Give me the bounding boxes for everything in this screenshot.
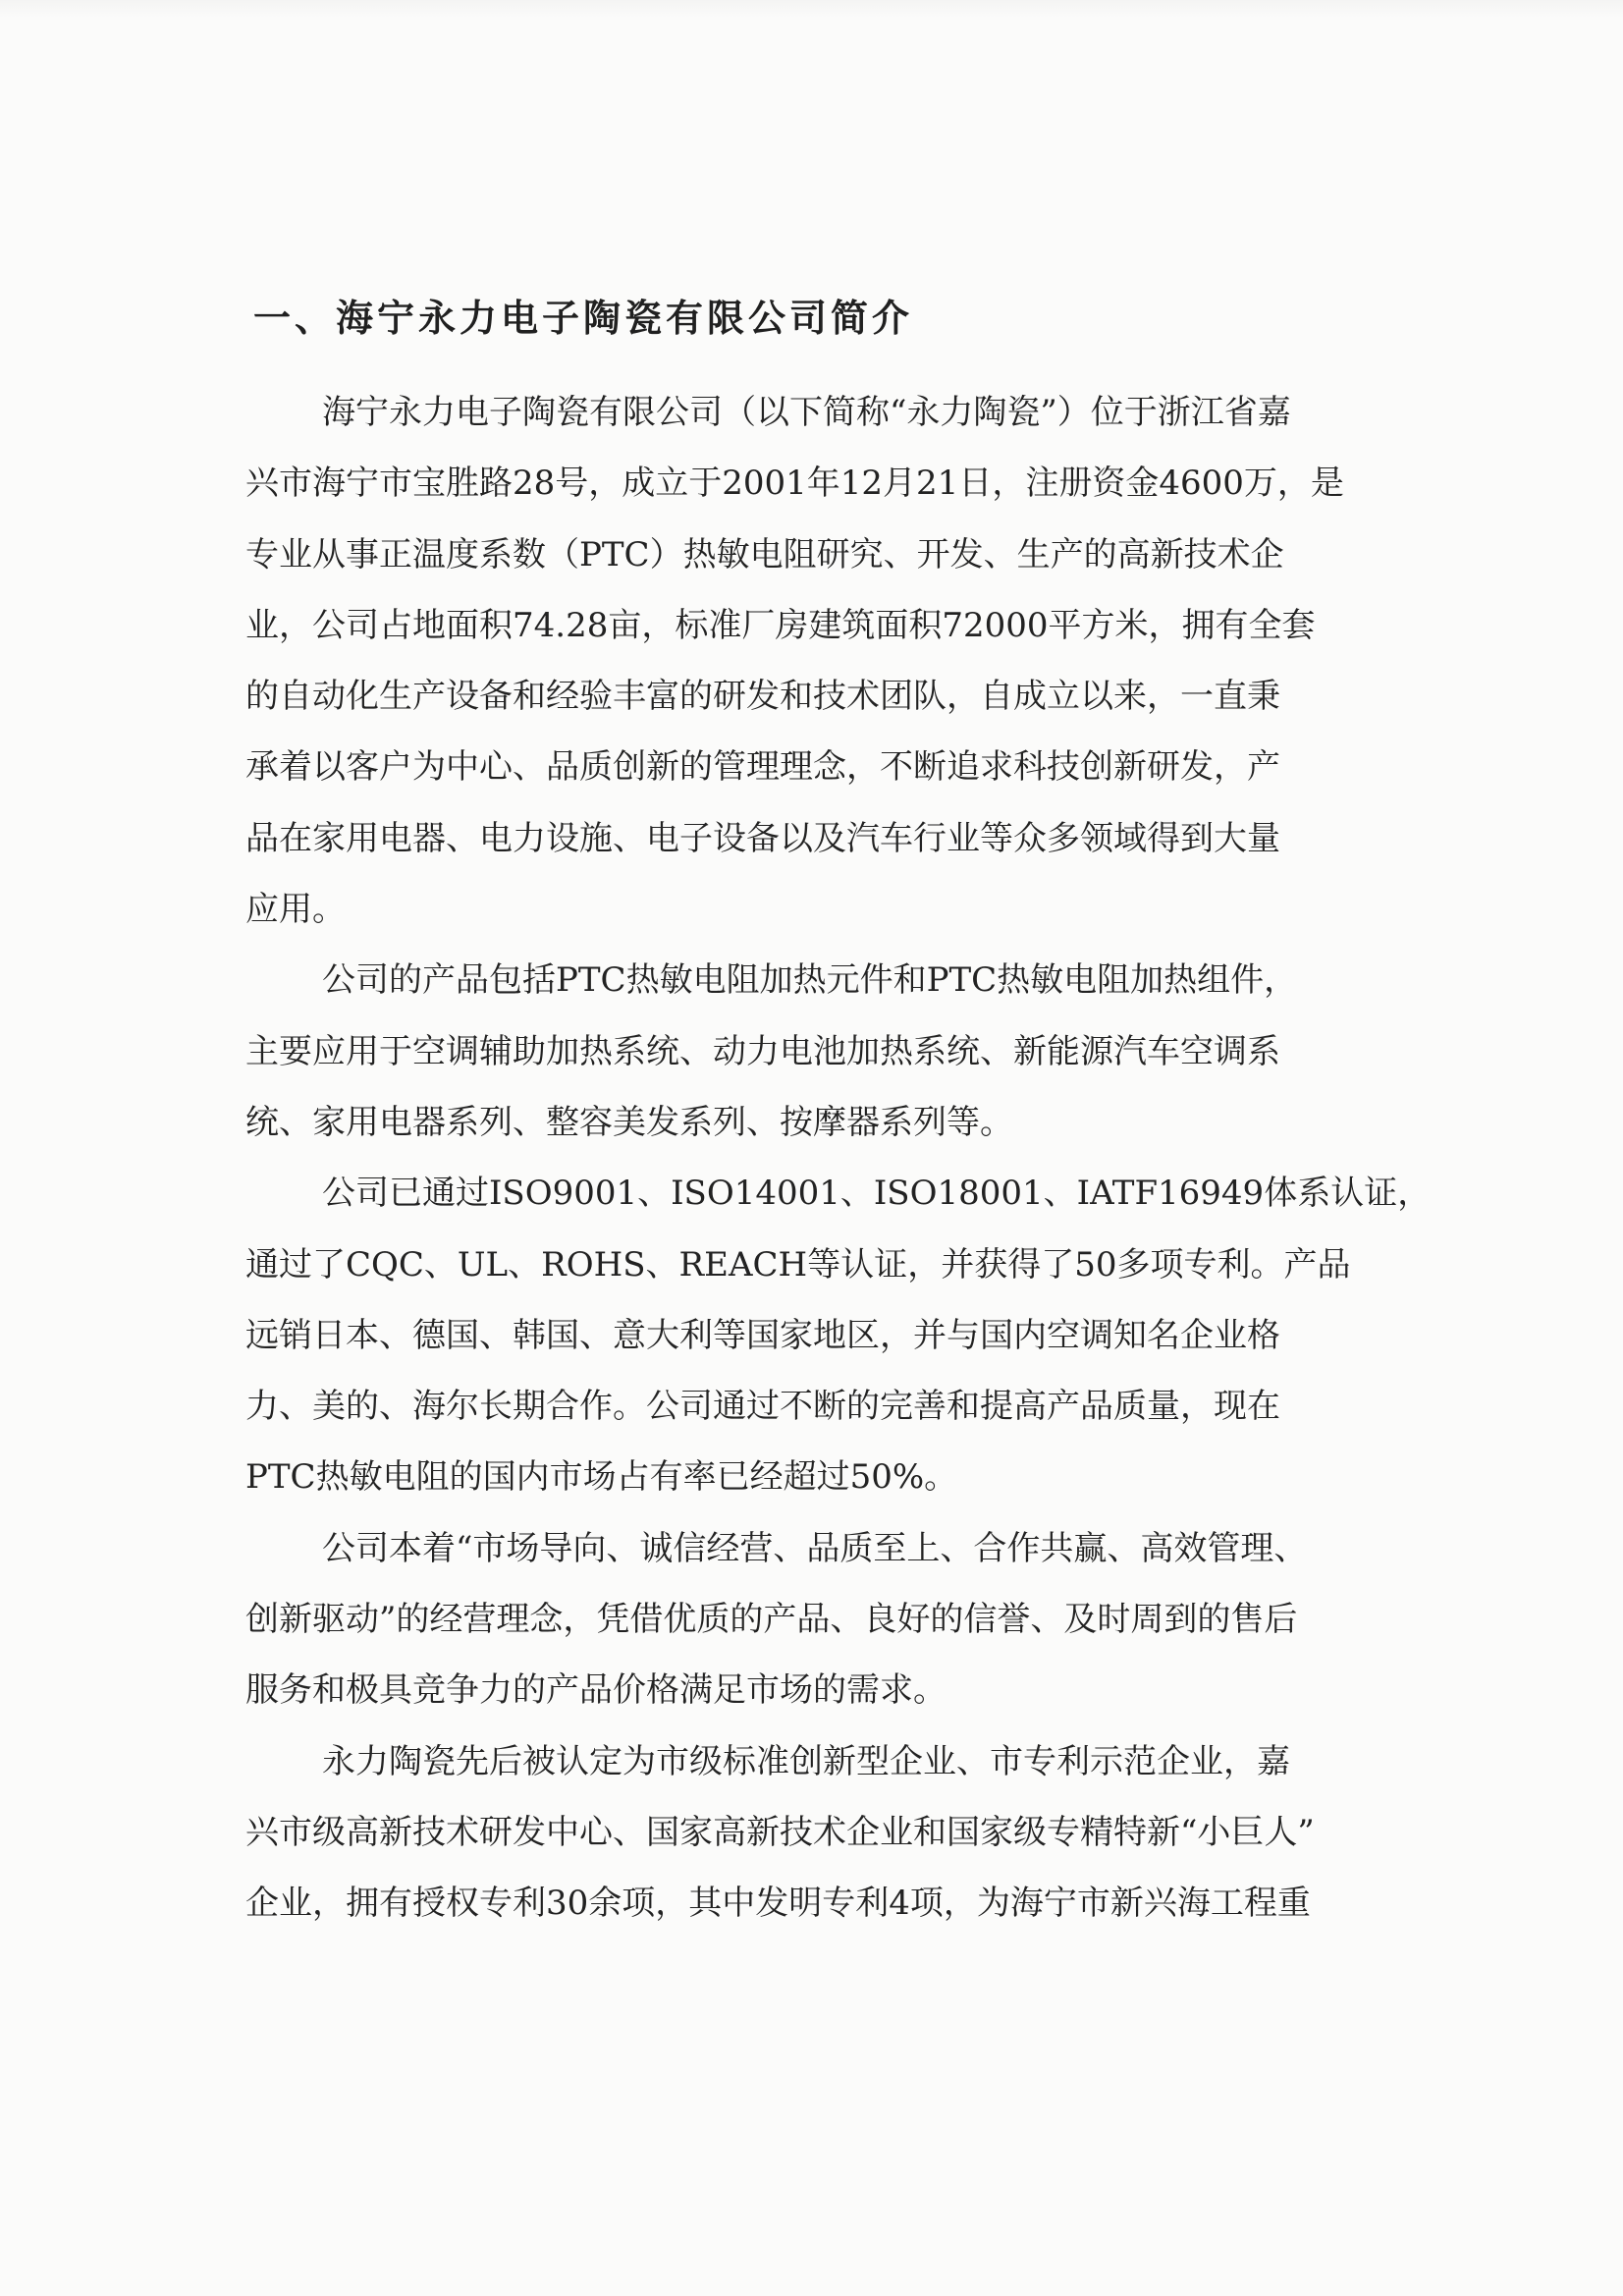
paragraph-4-line-1: 公司本着“市场导向、诚信经营、品质至上、合作共赢、高效管理、 bbox=[322, 1528, 1308, 1568]
paragraph-2-line-3: 统、家用电器系列、整容美发系列、按摩器系列等。 bbox=[245, 1102, 1013, 1142]
paragraph-1-line-7: 品在家用电器、电力设施、电子设备以及汽车行业等众多领域得到大量 bbox=[245, 818, 1280, 858]
page-title: 一、海宁永力电子陶瓷有限公司简介 bbox=[253, 297, 914, 340]
paragraph-1-line-8: 应用。 bbox=[245, 890, 346, 930]
paragraph-3-line-5: PTC热敏电阻的国内市场占有率已经超过50%。 bbox=[245, 1457, 958, 1498]
paragraph-1-line-1: 海宁永力电子陶瓷有限公司（以下简称“永力陶瓷”）位于浙江省嘉 bbox=[322, 393, 1291, 432]
paragraph-2-line-1: 公司的产品包括PTC热敏电阻加热元件和PTC热敏电阻加热组件， bbox=[322, 960, 1298, 1001]
paragraph-1-line-4: 业，公司占地面积74.28亩，标准厂房建筑面积72000平方米，拥有全套 bbox=[245, 605, 1316, 645]
paragraph-3-line-2: 通过了CQC、UL、ROHS、REACH等认证，并获得了50多项专利。产品 bbox=[245, 1244, 1351, 1285]
paragraph-1-line-3: 专业从事正温度系数（PTC）热敏电阻研究、开发、生产的高新技术企 bbox=[245, 534, 1284, 574]
paragraph-2-line-2: 主要应用于空调辅助加热系统、动力电池加热系统、新能源汽车空调系 bbox=[245, 1031, 1280, 1071]
paragraph-3-line-3: 远销日本、德国、韩国、意大利等国家地区，并与国内空调知名企业格 bbox=[245, 1315, 1280, 1355]
paragraph-4-line-3: 服务和极具竞争力的产品价格满足市场的需求。 bbox=[245, 1670, 947, 1711]
paragraph-1-line-5: 的自动化生产设备和经验丰富的研发和技术团队，自成立以来，一直秉 bbox=[245, 677, 1280, 717]
paragraph-4-line-2: 创新驱动”的经营理念，凭借优质的产品、良好的信誉、及时周到的售后 bbox=[245, 1600, 1298, 1640]
paragraph-5-line-1: 永力陶瓷先后被认定为市级标准创新型企业、市专利示范企业，嘉 bbox=[322, 1741, 1290, 1781]
paragraph-1-line-6: 承着以客户为中心、品质创新的管理理念，不断追求科技创新研发，产 bbox=[245, 747, 1280, 788]
document-body bbox=[245, 377, 1432, 1940]
paragraph-3-line-4: 力、美的、海尔长期合作。公司通过不断的完善和提高产品质量，现在 bbox=[245, 1387, 1280, 1427]
paragraph-3-line-1: 公司已通过ISO9001、ISO14001、ISO18001、IATF16949体系认证， bbox=[322, 1174, 1432, 1214]
paragraph-1-line-2: 兴市海宁市宝胜路28号，成立于2001年12月21日，注册资金4600万，是 bbox=[245, 464, 1344, 504]
paragraph-5-line-2: 兴市级高新技术研发中心、国家高新技术企业和国家级专精特新“小巨人” bbox=[245, 1812, 1315, 1852]
paragraph-5-line-3: 企业，拥有授权专利30余项，其中发明专利4项，为海宁市新兴海工程重 bbox=[245, 1884, 1311, 1924]
